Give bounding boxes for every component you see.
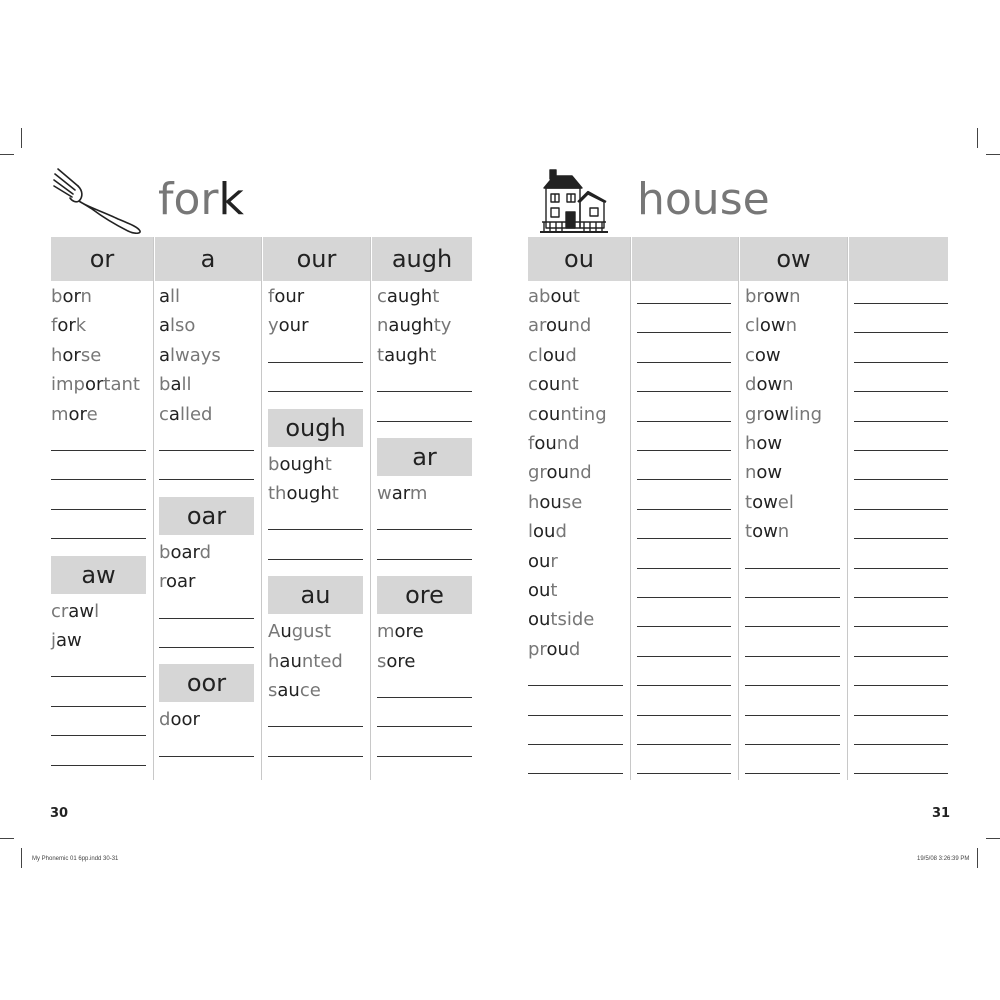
letter-group: m xyxy=(409,483,428,504)
letter-group: b xyxy=(159,541,171,563)
word xyxy=(528,314,591,338)
letter-group: ough xyxy=(279,453,325,475)
word xyxy=(528,520,567,544)
letter-group: a xyxy=(159,344,171,366)
writing-line[interactable] xyxy=(745,773,840,774)
letter-group: ow xyxy=(756,374,783,396)
letter-group: lled xyxy=(179,403,213,425)
letter-group: s xyxy=(268,680,278,701)
letter-group: lways xyxy=(170,344,221,366)
letter-group: h xyxy=(745,433,757,454)
letter-group: d xyxy=(555,521,567,543)
letter-group: w xyxy=(377,483,392,504)
print-slug-date: 19/5/08 3:26:39 PM xyxy=(917,856,970,862)
house-icon xyxy=(540,168,608,234)
writing-line[interactable] xyxy=(637,362,731,363)
letter-group: or xyxy=(68,403,87,425)
writing-line[interactable] xyxy=(637,685,731,686)
word xyxy=(745,373,794,397)
phoneme-header: or xyxy=(51,237,153,281)
letter-group: cl xyxy=(528,344,543,366)
letter-group: ou xyxy=(528,609,551,631)
letter-group: a xyxy=(159,315,171,337)
letter-group: aw xyxy=(68,600,95,622)
letter-group: r xyxy=(550,550,558,572)
letter-group: c xyxy=(528,374,538,396)
word xyxy=(528,403,607,427)
letter-group: ou xyxy=(542,344,566,366)
letter-group: c xyxy=(745,344,755,366)
letter-group: se xyxy=(561,491,583,513)
letter-group: ou xyxy=(528,580,551,601)
crop-mark xyxy=(21,848,22,868)
column-divider xyxy=(738,237,739,780)
writing-line[interactable] xyxy=(637,568,731,569)
phoneme-header: ore xyxy=(377,576,472,614)
letter-group: or xyxy=(57,315,76,337)
letter-group: d xyxy=(199,541,212,563)
letter-group: l xyxy=(528,521,534,543)
letter-group: imp xyxy=(51,374,85,396)
writing-line[interactable] xyxy=(637,391,731,392)
word xyxy=(745,491,794,515)
letter-group: ou xyxy=(528,550,551,572)
word xyxy=(745,432,782,456)
phoneme-header: ough xyxy=(268,409,363,447)
letter-group: gust xyxy=(291,621,332,643)
letter-group: y xyxy=(268,315,279,337)
letter-group: nd xyxy=(568,315,592,337)
letter-group: nted xyxy=(301,650,343,672)
letter-group: ore xyxy=(386,650,416,672)
letter-group: or xyxy=(62,286,81,307)
letter-group: d xyxy=(745,374,757,396)
letter-group: t xyxy=(331,483,339,504)
letter-group: t xyxy=(324,453,332,475)
crop-mark xyxy=(0,838,14,839)
letter-group: nt xyxy=(560,374,579,396)
writing-line[interactable] xyxy=(854,597,948,598)
letter-group: n xyxy=(777,521,790,543)
crop-mark xyxy=(986,154,1000,155)
letter-group: ou xyxy=(537,403,561,425)
crop-mark xyxy=(0,154,14,155)
phoneme-header: oar xyxy=(159,497,254,535)
letter-group: a xyxy=(168,403,180,425)
letter-group: b xyxy=(51,286,63,307)
letter-group: s xyxy=(377,650,387,672)
phoneme-header xyxy=(849,237,948,281)
letter-group: b xyxy=(268,453,280,475)
letter-group: m xyxy=(51,403,69,425)
page-number-left: 30 xyxy=(50,806,69,821)
letter-group: gr xyxy=(528,462,547,484)
letter-group: gr xyxy=(745,403,764,425)
letter-group: f xyxy=(268,286,275,307)
letter-group: d xyxy=(565,344,577,366)
letter-group: t xyxy=(377,344,385,366)
letter-group: a xyxy=(159,286,171,307)
letter-group: augh xyxy=(384,344,430,366)
letter-group: k xyxy=(75,315,87,337)
letter-group: c xyxy=(377,286,387,307)
page-title-fork xyxy=(158,172,244,228)
letter-group: ou xyxy=(533,521,556,543)
writing-line[interactable] xyxy=(745,597,840,598)
letter-group: ore xyxy=(394,621,424,643)
writing-line[interactable] xyxy=(745,656,840,657)
word xyxy=(528,432,580,456)
letter-group: e xyxy=(86,403,98,425)
letter-group: augh xyxy=(388,315,434,337)
writing-line[interactable] xyxy=(637,597,731,598)
writing-line[interactable] xyxy=(637,656,731,657)
letter-group: b xyxy=(159,374,171,396)
letter-group: ow xyxy=(752,521,778,543)
letter-group: A xyxy=(268,621,281,643)
writing-line[interactable] xyxy=(854,715,948,716)
letter-group: ow xyxy=(763,286,790,307)
word xyxy=(745,314,797,338)
writing-line[interactable] xyxy=(745,626,840,627)
letter-group: ar xyxy=(528,315,547,337)
letter-group: n xyxy=(785,315,798,337)
word xyxy=(528,373,579,397)
word xyxy=(528,344,577,368)
word xyxy=(528,491,582,515)
letter-group: cr xyxy=(51,600,69,622)
letter-group: n xyxy=(745,462,757,484)
letter-group: d xyxy=(159,709,171,731)
letter-group: or xyxy=(84,374,104,396)
letter-group: ow xyxy=(756,462,783,484)
crop-mark xyxy=(977,848,978,868)
letter-group: oar xyxy=(170,541,200,563)
page-number-right: 31 xyxy=(932,806,951,821)
letter-group: lso xyxy=(170,315,196,337)
letter-group: tant xyxy=(103,374,140,396)
writing-line[interactable] xyxy=(528,744,623,745)
word xyxy=(528,638,580,662)
letter-group: au xyxy=(277,680,300,701)
letter-group: t xyxy=(550,580,558,601)
letter-group: el xyxy=(777,491,794,513)
letter-group: d xyxy=(568,638,581,660)
letter-group: l xyxy=(94,600,100,622)
letter-group: se xyxy=(80,344,102,366)
letter-group: a xyxy=(170,374,182,396)
crop-mark xyxy=(21,128,22,148)
writing-line[interactable] xyxy=(854,626,948,627)
letter-group: pr xyxy=(528,638,547,660)
letter-group: oar xyxy=(166,571,196,593)
writing-line[interactable] xyxy=(528,715,623,716)
letter-group: hou xyxy=(637,174,720,225)
letter-group: t xyxy=(745,491,753,513)
phoneme-header: a xyxy=(155,237,261,281)
writing-line[interactable] xyxy=(854,538,948,539)
letter-group: ow xyxy=(759,315,786,337)
letter-group: ou xyxy=(550,286,573,307)
letter-group: au xyxy=(279,650,302,672)
writing-line[interactable] xyxy=(745,715,840,716)
word xyxy=(528,461,592,485)
letter-group: nd xyxy=(556,433,580,454)
writing-line[interactable] xyxy=(745,685,840,686)
letter-group: n xyxy=(789,286,801,307)
word xyxy=(745,461,782,485)
writing-line[interactable] xyxy=(854,773,948,774)
phoneme-header: oor xyxy=(159,664,254,702)
page-title-house xyxy=(637,172,770,228)
writing-line[interactable] xyxy=(854,744,948,745)
writing-line[interactable] xyxy=(854,332,948,333)
letter-group: ou xyxy=(546,315,569,337)
letter-group: r xyxy=(159,571,167,593)
letter-group: ow xyxy=(763,403,790,425)
letter-group: ling xyxy=(789,403,823,425)
letter-group: ou xyxy=(546,462,569,484)
letter-group: t xyxy=(429,344,437,366)
letter-group: ow xyxy=(754,344,781,366)
word xyxy=(528,550,558,574)
letter-group: ce xyxy=(299,680,321,701)
writing-line[interactable] xyxy=(854,656,948,657)
writing-line[interactable] xyxy=(637,421,731,422)
writing-line[interactable] xyxy=(854,685,948,686)
fork-icon xyxy=(52,166,144,234)
writing-line[interactable] xyxy=(637,744,731,745)
letter-group: aw xyxy=(56,630,82,651)
letter-group: nting xyxy=(560,403,607,425)
letter-group: ow xyxy=(756,433,783,454)
letter-group: t xyxy=(745,521,753,543)
crop-mark xyxy=(977,128,978,148)
letter-group: c xyxy=(528,403,538,425)
letter-group: k xyxy=(218,174,244,225)
phoneme-header xyxy=(632,237,738,281)
letter-group: ou xyxy=(537,374,561,396)
letter-group: ou xyxy=(539,491,562,513)
letter-group: t xyxy=(432,286,440,307)
letter-group: tside xyxy=(550,609,595,631)
writing-line[interactable] xyxy=(637,773,731,774)
letter-group: f xyxy=(528,433,535,454)
word xyxy=(745,520,789,544)
writing-line[interactable] xyxy=(637,450,731,451)
writing-line[interactable] xyxy=(637,715,731,716)
writing-line[interactable] xyxy=(745,568,840,569)
letter-group: nd xyxy=(568,462,592,484)
letter-group: cl xyxy=(745,315,760,337)
writing-line[interactable] xyxy=(854,479,948,480)
print-slug-file: My Phonemic 01 6pp.indd 30-31 xyxy=(32,856,119,862)
phoneme-header: ou xyxy=(528,237,630,281)
letter-group: or xyxy=(62,344,81,366)
word xyxy=(528,579,557,603)
column-divider xyxy=(630,237,631,780)
letter-group: se xyxy=(719,174,770,225)
letter-group: ou xyxy=(534,433,557,454)
letter-group: n xyxy=(782,374,794,396)
letter-group: our xyxy=(274,286,305,307)
phoneme-header: our xyxy=(263,237,370,281)
writing-line[interactable] xyxy=(854,450,948,451)
letter-group: c xyxy=(159,403,169,425)
letter-group: h xyxy=(268,650,280,672)
letter-group: ll xyxy=(181,374,192,396)
word xyxy=(528,608,594,632)
letter-group: ll xyxy=(170,286,181,307)
letter-group: for xyxy=(158,174,219,225)
writing-line[interactable] xyxy=(854,391,948,392)
letter-group: ough xyxy=(286,483,332,504)
writing-line[interactable] xyxy=(637,479,731,480)
letter-group: u xyxy=(280,621,292,643)
letter-group: our xyxy=(278,315,309,337)
phoneme-header: augh xyxy=(372,237,472,281)
letter-group: ou xyxy=(546,638,569,660)
writing-line[interactable] xyxy=(637,626,731,627)
writing-line[interactable] xyxy=(854,303,948,304)
writing-line[interactable] xyxy=(528,685,623,686)
letter-group: oor xyxy=(170,709,200,731)
phoneme-header: au xyxy=(268,576,363,614)
phoneme-header: ow xyxy=(740,237,847,281)
writing-line[interactable] xyxy=(854,568,948,569)
right-word-table xyxy=(0,237,1000,780)
writing-line[interactable] xyxy=(854,421,948,422)
column-divider xyxy=(847,237,848,780)
writing-line[interactable] xyxy=(637,509,731,510)
writing-line[interactable] xyxy=(854,362,948,363)
letter-group: h xyxy=(528,491,540,513)
writing-line[interactable] xyxy=(637,538,731,539)
letter-group: m xyxy=(377,621,395,643)
letter-group: ab xyxy=(528,286,551,307)
letter-group: h xyxy=(51,344,63,366)
writing-line[interactable] xyxy=(854,509,948,510)
word xyxy=(528,285,580,309)
crop-mark xyxy=(986,838,1000,839)
word xyxy=(745,344,781,368)
phoneme-header: aw xyxy=(51,556,146,594)
phoneme-header: ar xyxy=(377,438,472,476)
letter-group: br xyxy=(745,286,764,307)
writing-line[interactable] xyxy=(528,773,623,774)
word xyxy=(745,285,801,309)
writing-line[interactable] xyxy=(637,332,731,333)
letter-group: ow xyxy=(752,491,778,513)
letter-group: th xyxy=(268,483,287,504)
letter-group: ty xyxy=(433,315,452,337)
letter-group: j xyxy=(51,630,57,651)
word xyxy=(745,403,822,427)
letter-group: t xyxy=(572,286,580,307)
letter-group: ar xyxy=(391,483,410,504)
writing-line[interactable] xyxy=(745,744,840,745)
letter-group: f xyxy=(51,315,58,337)
writing-line[interactable] xyxy=(637,303,731,304)
letter-group: augh xyxy=(386,286,433,307)
letter-group: n xyxy=(80,286,92,307)
letter-group: n xyxy=(377,315,389,337)
